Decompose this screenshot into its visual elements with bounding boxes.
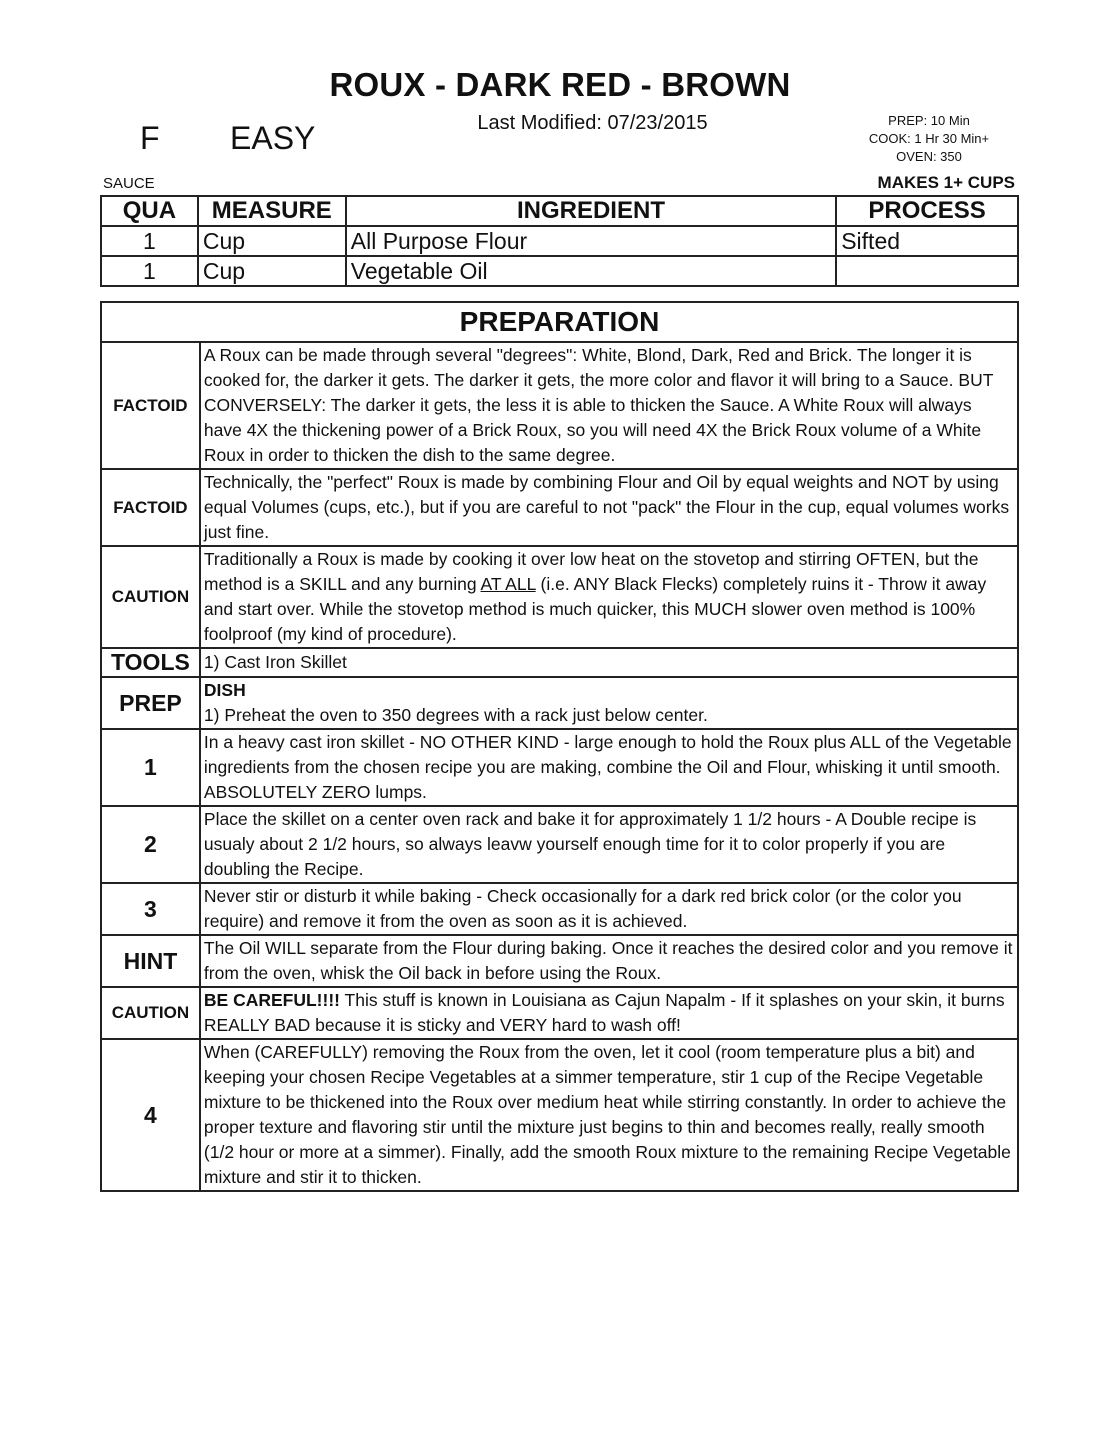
row-label: CAUTION: [101, 987, 200, 1039]
row-label: FACTOID: [101, 469, 200, 546]
row-text: Place the skillet on a center oven rack and bake it for approximately 1 1/2 hours - A Double recipe is usualy about 2 1/2 hours, so always leavw yourself enough time for it to color properly if you are doubling the Recipe.: [200, 806, 1018, 883]
cell-measure: Cup: [198, 256, 346, 286]
last-modified: Last Modified: 07/23/2015: [477, 112, 708, 134]
prep-row-step: [101, 1039, 1018, 1191]
cell-qty: 1: [101, 256, 198, 286]
prep-instruction: 1) Preheat the oven to 350 degrees with a rack just below center.: [203, 705, 708, 725]
oven-temp: OVEN: 350: [896, 149, 962, 164]
row-text: When (CAREFULLY) removing the Roux from the oven, let it cool (room temperature plus a bit) and keeping your chosen Recipe Vegetables at a simmer temperature, stir 1 cup of the Recipe Vegetable mixture to be thickened into the Roux over medium heat while stirring constantly. In order to achieve the proper texture and flavoring stir until the mixture just begins to thin and becomes really, really smooth (1/2 hour or more at a simmer). Finally, add the smooth Roux mixture to the remaining Recipe Vegetable mixture and stir it to thicken.: [200, 1039, 1018, 1191]
row-label: 2: [101, 806, 200, 883]
cell-qty: 1: [101, 226, 198, 256]
row-label: PREP: [101, 677, 200, 729]
col-header-measure: MEASURE: [198, 196, 346, 226]
prep-row-caution: [101, 987, 1018, 1039]
prep-row-tools: [101, 648, 1018, 677]
row-text: [200, 987, 1018, 1039]
prep-row-factoid: [101, 469, 1018, 546]
prep-row-factoid: [101, 342, 1018, 469]
col-header-process: PROCESS: [836, 196, 1018, 226]
prep-row-step: [101, 806, 1018, 883]
row-label: HINT: [101, 935, 200, 987]
caution-bold: BE CAREFUL!!!!: [203, 990, 340, 1010]
row-text: 1) Cast Iron Skillet: [200, 648, 1018, 677]
row-text: Technically, the "perfect" Roux is made by combining Flour and Oil by equal weights and NOT by using equal Volumes (cups, etc.), but if you are careful to not "pack" the Flour in the cup, equal volumes works just fine.: [200, 469, 1018, 546]
col-header-ingredient: INGREDIENT: [346, 196, 836, 226]
recipe-title: ROUX - DARK RED - BROWN: [329, 66, 791, 103]
row-text: Never stir or disturb it while baking - Check occasionally for a dark red brick color (or the color you require) and remove it from the oven as soon as it is achieved.: [200, 883, 1018, 935]
ingredients-table: [100, 195, 1019, 287]
caution-text-b: (i.e. ANY Black Flecks) completely ruins it - Throw it away and start over. While the stovetop method is much quicker, this MUCH slower oven method is 100% foolproof (my kind of procedure).: [203, 574, 987, 644]
row-text: [200, 677, 1018, 729]
prep-subheading: DISH: [203, 680, 246, 700]
category-label: SAUCE: [103, 175, 155, 192]
table-row: [101, 256, 1018, 286]
caution-text-a: Traditionally a Roux is made by cooking it over low heat on the stovetop and stirring OFTEN, but the method is a SKILL and any burning: [203, 549, 979, 594]
row-text: A Roux can be made through several "degrees": White, Blond, Dark, Red and Brick. The longer it is cooked for, the darker it gets. The darker it gets, the more color and flavor it will bring to a Sauce. BUT CONVERSELY: The darker it gets, the less it is able to thicken the Sauce. A White Roux will always have 4X the thickening power of a Brick Roux, so you will need 4X the Brick Roux volume of a White Roux in order to thicken the dish to the same degree.: [200, 342, 1018, 469]
grade-label: F: [140, 120, 160, 156]
cell-process: Sifted: [836, 226, 1018, 256]
yield-label: MAKES 1+ CUPS: [877, 173, 1015, 192]
prep-row-caution: [101, 546, 1018, 648]
table-row: [101, 226, 1018, 256]
time-info: [840, 112, 1018, 166]
cell-ingredient: Vegetable Oil: [346, 256, 836, 286]
difficulty-label: EASY: [230, 120, 316, 156]
col-header-qua: QUA: [101, 196, 198, 226]
prep-row-hint: [101, 935, 1018, 987]
row-label: FACTOID: [101, 342, 200, 469]
row-text: In a heavy cast iron skillet - NO OTHER KIND - large enough to hold the Roux plus ALL of the Vegetable ingredients from the chosen recipe you are making, combine the Oil and Flour, whisking it until smooth. ABSOLUTELY ZERO lumps.: [200, 729, 1018, 806]
prep-row-step: [101, 729, 1018, 806]
row-text: The Oil WILL separate from the Flour during baking. Once it reaches the desired color and you remove it from the oven, whisk the Oil back in before using the Roux.: [200, 935, 1018, 987]
ingredients-header-row: [101, 196, 1018, 226]
caution-underlined: AT ALL: [480, 574, 536, 594]
prep-row-prep: [101, 677, 1018, 729]
row-text: [200, 546, 1018, 648]
cook-time: COOK: 1 Hr 30 Min+: [868, 131, 990, 146]
cell-process: [836, 256, 1018, 286]
row-label: 4: [101, 1039, 200, 1191]
row-label: 1: [101, 729, 200, 806]
row-label: CAUTION: [101, 546, 200, 648]
cell-ingredient: All Purpose Flour: [346, 226, 836, 256]
row-label: 3: [101, 883, 200, 935]
prep-time: PREP: 10 Min: [888, 113, 970, 128]
row-label: TOOLS: [101, 648, 200, 677]
preparation-heading: PREPARATION: [101, 302, 1018, 342]
prep-row-step: [101, 883, 1018, 935]
caution-text: This stuff is known in Louisiana as Cajun Napalm - If it splashes on your skin, it burns REALLY BAD because it is sticky and VERY hard to wash off!: [203, 990, 1005, 1035]
cell-measure: Cup: [198, 226, 346, 256]
preparation-table: [100, 301, 1019, 1192]
